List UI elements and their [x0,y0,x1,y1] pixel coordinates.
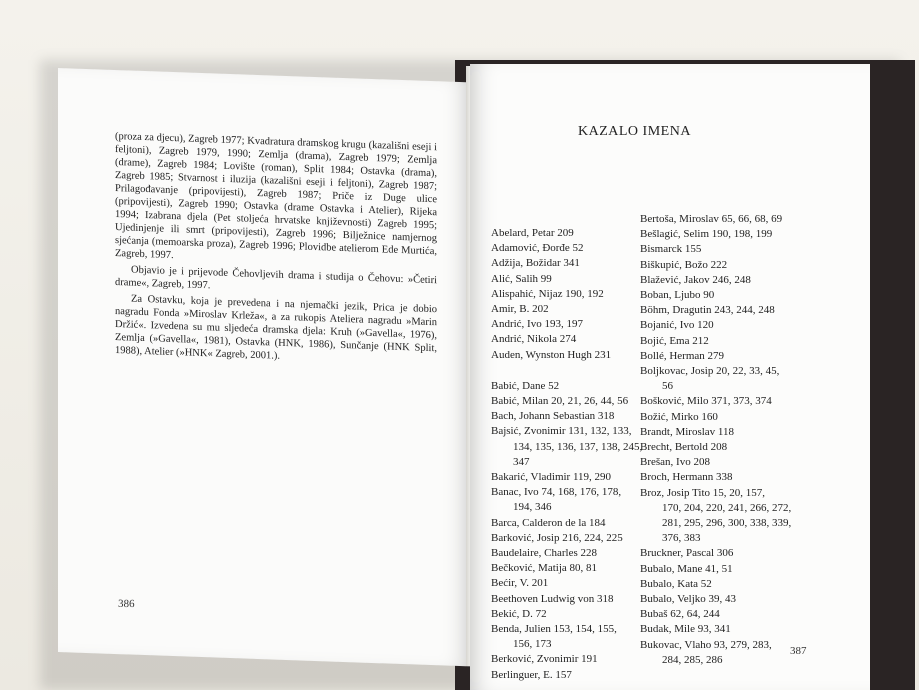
index-entry: Budak, Mile 93, 341 [640,623,731,636]
index-entry: Berlinguer, E. 157 [491,668,572,681]
index-entry: Bismarck 155 [640,243,702,256]
index-entry: Bubalo, Veljko 39, 43 [640,593,737,606]
index-entry: Brandt, Miroslav 118 [640,425,734,438]
left-paragraph: Objavio je i prijevode Čehovljevih drama i studija o Čehovu: »Četiri drame«, Zagreb, 1997. [115,264,437,292]
index-entry: 156, 173 [513,638,552,651]
index-entry: Benda, Julien 153, 154, 155, [491,623,617,636]
index-entry: Bećir, V. 201 [491,577,549,590]
index-entry: 347 [513,455,530,468]
index-entry: Berković, Zvonimir 191 [491,653,598,666]
index-entry: Bollé, Herman 279 [640,349,725,362]
index-entry: Barca, Calderon de la 184 [491,516,606,529]
index-entry: Brešan, Ivo 208 [640,456,710,469]
index-entry: Bakarić, Vladimir 119, 290 [491,471,612,484]
index-entry: Bubalo, Mane 41, 51 [640,562,733,575]
index-entry: Bertoša, Miroslav 65, 66, 68, 69 [640,213,783,225]
index-entry: Bubaš 62, 64, 244 [640,608,720,621]
index-entry: 284, 285, 286 [662,653,723,666]
index-entry: Bekić, D. 72 [491,607,547,620]
index-entry: Abelard, Petar 209 [491,227,574,239]
index-entry: 170, 204, 220, 241, 266, 272, [662,501,792,514]
left-paragraph: (proza za djecu), Zagreb 1977; Kvadratura dramskog krugu (kazališni eseji i feljtoni), Zagreb 1979, 1990; Zemlja (drama), Zagreb 1979; Zemlja (drame), Zagreb 1984; Lovište (roman), Split 1984; Ostavka (drama), Zagreb 1985; Stvarnost i iluzija (kazališni eseji i feljtoni), Zagreb 1987; Prilagođavanje (pripovijesti), Zagreb 1987; Priče iz Duge ulice (pripovijesti), Zagreb 1990; Ostavka (drame Ostavka i Atelier), Rijeka 1994; Izabrana djela (Pet stoljeća hrvatske književnosti) Zagreb 1995; Ujedinjenje ili smrt (pripovijesti), Zagreb 1996; Bilježnice namjernog sjećanja (memoarska proza), Zagreb 1996; Plovidbe atelierom Ede Murtića, Zagreb, 1997. [115,131,437,262]
index-entry: Bojanić, Ivo 120 [640,319,714,332]
index-entry: Andrić, Nikola 274 [491,333,577,346]
index-entry: Baudelaire, Charles 228 [491,547,597,560]
index-entry: 56 [662,380,673,393]
index-entry: 376, 383 [662,532,701,545]
index-entry: Bruckner, Pascal 306 [640,547,734,560]
index-entry: Broz, Josip Tito 15, 20, 157, [640,486,765,499]
index-entry: Andrić, Ivo 193, 197 [491,318,583,331]
index-entry: Brecht, Bertold 208 [640,441,728,454]
index-entry: Božić, Mirko 160 [640,410,718,423]
left-paragraph: Za Ostavku, koja je prevedena i na njemački jezik, Prica je dobio nagradu Fonda »Miroslav Krleža«, a za rukopis Ateliera nagradu »Marin Držić«. Izvedena su mu sljedeća dramska djela: Kruh (»Gavella«, 1976), Zemlja (»Gavella«, 1981), Ostavka (HNK, 1986), Sunčanje (HNK Split, 1988), Atelier (»HNK« Zagreb, 2001.). [115,293,437,362]
index-entry: Adamović, Đorđe 52 [491,242,584,255]
left-page-number: 386 [117,597,135,611]
index-entry: Bubalo, Kata 52 [640,577,712,590]
index-entry: Bach, Johann Sebastian 318 [491,410,615,423]
index-entry: Beethoven Ludwig von 318 [491,592,614,605]
index-entry: Auden, Wynston Hugh 231 [491,348,612,361]
right-page-number: 387 [790,645,807,657]
left-page-text [115,130,437,371]
index-entry: Babić, Milan 20, 21, 26, 44, 56 [491,395,629,408]
index-entry: Alić, Salih 99 [491,272,552,285]
index-entry: 194, 346 [513,501,552,514]
index-entry: Adžija, Božidar 341 [491,257,580,270]
index-entry: Bošković, Milo 371, 373, 374 [640,395,772,408]
index-entry: Boljkovac, Josip 20, 22, 33, 45, [640,365,780,378]
index-column-1 [491,226,643,683]
index-entry: Amir, B. 202 [491,303,549,316]
index-entry: Banac, Ivo 74, 168, 176, 178, [491,486,622,499]
index-entry: 134, 135, 136, 137, 138, 245, [513,440,643,453]
index-entry: Barković, Josip 216, 224, 225 [491,531,623,544]
index-entry: 281, 295, 296, 300, 338, 339, [662,517,792,530]
index-entry: Bešlagić, Selim 190, 198, 199 [640,228,773,241]
index-entry: Babić, Dane 52 [491,379,560,392]
index-entry: Bojić, Ema 212 [640,334,709,347]
index-column-2 [640,212,810,668]
index-entry: Blažević, Jakov 246, 248 [640,273,751,286]
index-entry: Bajsić, Zvonimir 131, 132, 133, [491,425,632,438]
index-entry: Böhm, Dragutin 243, 244, 248 [640,304,775,317]
index-entry: Bečković, Matija 80, 81 [491,562,598,575]
index-entry: Broch, Hermann 338 [640,471,733,484]
index-entry: Boban, Ljubo 90 [640,289,715,302]
index-entry: Bukovac, Vlaho 93, 279, 283, [640,638,772,651]
index-entry: Biškupić, Božo 222 [640,258,728,271]
index-gap [491,363,637,379]
index-title: KAZALO IMENA [578,124,691,139]
index-entry: Alispahić, Nijaz 190, 192 [491,287,604,300]
